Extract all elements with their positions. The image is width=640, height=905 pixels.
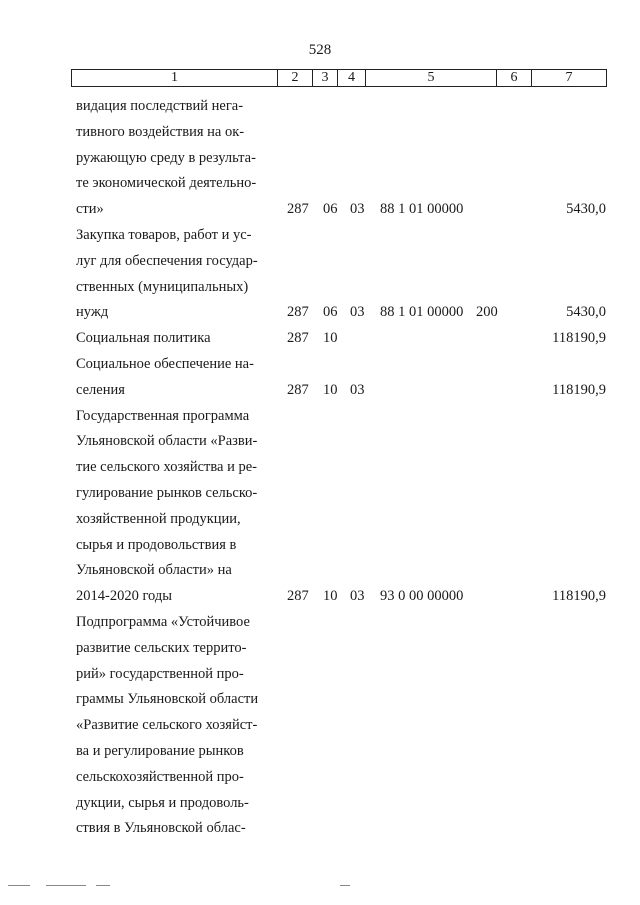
header-col-7: 7	[565, 70, 573, 85]
row-col-7: 118190,9	[552, 330, 606, 347]
row-col-7: 118190,9	[552, 588, 606, 605]
row-name: Социальная политика	[76, 330, 211, 347]
scan-speck	[340, 885, 350, 886]
row-name: Государственная программа Ульяновской области «Разви- тие сельского хозяйства и ре- гулирование рынков сельско- хозяйственной продукции, сырья и продовольствия в Ульяновской области» на 2014-2020 годы	[76, 407, 258, 605]
row-col-6: 200	[476, 304, 498, 321]
row-col-4: 03	[350, 588, 365, 605]
table-body	[0, 94, 640, 842]
header-col-1: 1	[72, 70, 278, 86]
row-col-5: 93 0 00 00000	[380, 588, 464, 605]
row-col-7: 5430,0	[566, 304, 606, 321]
table-row	[0, 223, 640, 326]
row-name: Социальное обеспечение на- селения	[76, 355, 254, 398]
row-col-5: 88 1 01 00000	[380, 201, 464, 218]
header-col-4: 4	[338, 70, 366, 86]
row-col-4: 03	[350, 381, 365, 398]
table-row	[0, 352, 640, 404]
header-col-6: 6	[497, 70, 532, 86]
row-col-4: 03	[350, 201, 365, 218]
row-col-7: 118190,9	[552, 381, 606, 398]
row-col-5: 88 1 01 00000	[380, 304, 464, 321]
row-col-3: 10	[323, 381, 338, 398]
row-name: Закупка товаров, работ и ус- луг для обеспечения государ- ственных (муниципальных) нужд	[76, 226, 258, 321]
row-col-3: 06	[323, 304, 338, 321]
row-col-2: 287	[287, 330, 309, 347]
page-number: 528	[308, 42, 332, 58]
header-col-5: 5	[366, 70, 497, 86]
table-header	[71, 69, 607, 87]
row-col-2: 287	[287, 588, 309, 605]
row-col-2: 287	[287, 381, 309, 398]
row-col-3: 10	[323, 588, 338, 605]
header-col-3: 3	[313, 70, 338, 86]
row-col-2: 287	[287, 304, 309, 321]
scan-speck	[96, 885, 110, 886]
row-col-2: 287	[287, 201, 309, 218]
header-col-2: 2	[278, 70, 313, 86]
row-col-4: 03	[350, 304, 365, 321]
table-row	[0, 94, 640, 223]
row-col-7: 5430,0	[566, 201, 606, 218]
table-row	[0, 404, 640, 610]
scan-speck	[8, 885, 30, 886]
table-row	[0, 326, 640, 352]
table-row	[0, 610, 640, 842]
row-col-3: 10	[323, 330, 338, 347]
scan-speck	[46, 885, 86, 886]
row-col-3: 06	[323, 201, 338, 218]
row-name: видация последствий нега- тивного воздействия на ок- ружающую среду в результа- те экономической деятельно- сти»	[76, 98, 257, 218]
scan-artifacts	[0, 885, 640, 889]
row-name: Подпрограмма «Устойчивое развитие сельских террито- рий» государственной про- граммы Ульяновской области «Развитие сельского хозяйст- ва и регулирование рынков сельскохозяйственной про- дукции, сырья и продоволь- ствия в Ульяновской облас-	[76, 613, 259, 837]
